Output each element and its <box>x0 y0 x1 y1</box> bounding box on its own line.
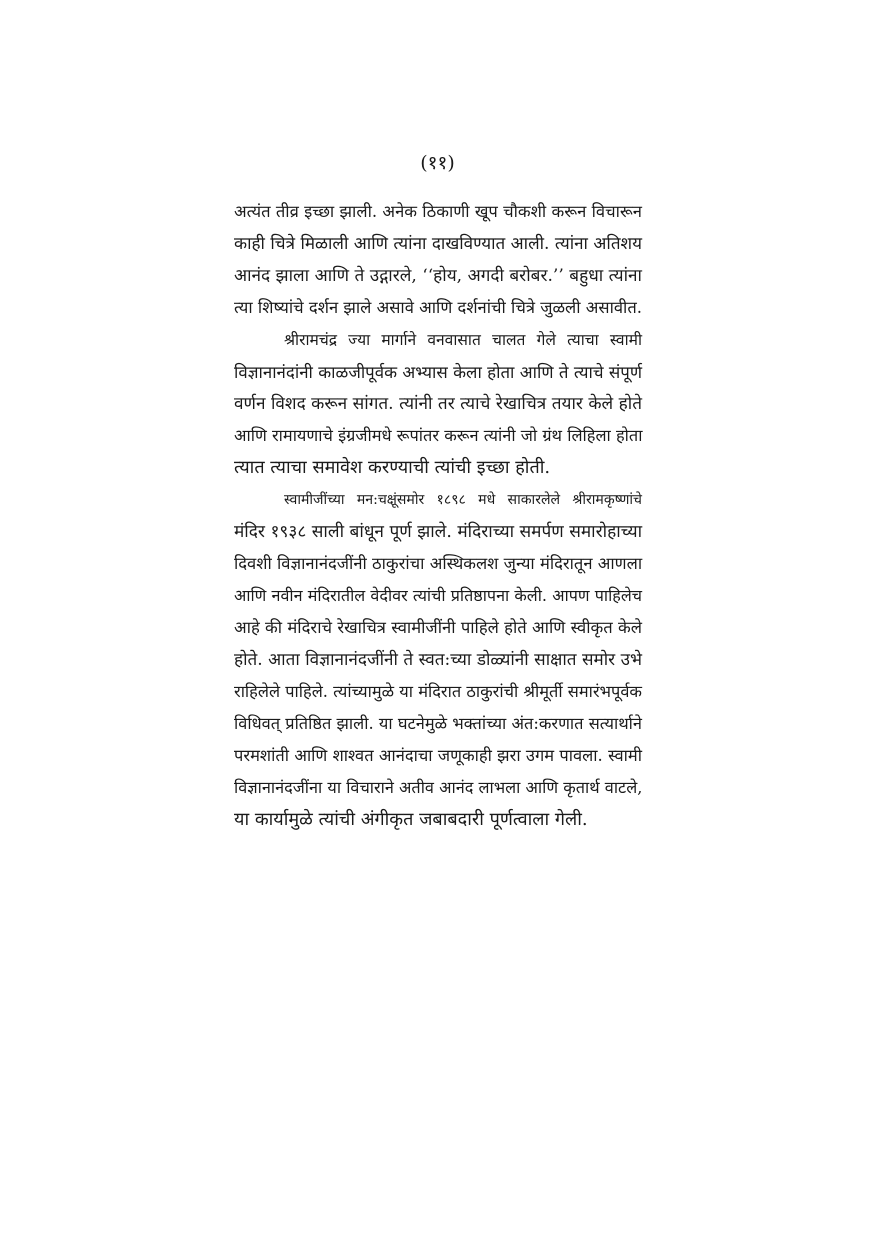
text-line: होते. आता विज्ञानानंदजींनी ते स्वत:च्या डोळ्यांनी साक्षात समोर उभे <box>234 650 642 670</box>
text-line: या कार्यामुळे त्यांची अंगीकृत जबाबदारी पूर्णत्वाला गेली. <box>234 809 588 830</box>
text-line: विज्ञानानंदजींना या विचाराने अतीव आनंद लाभला आणि कृतार्थ वाटले, <box>234 778 643 797</box>
page-number: (११) <box>420 152 455 174</box>
text-line: त्यात त्याचा समावेश करण्याची त्यांची इच्छा होती. <box>234 457 551 478</box>
body-text <box>234 196 642 836</box>
text-line: काही चित्रे मिळाली आणि त्यांना दाखविण्यात आली. त्यांना अतिशय <box>234 234 642 254</box>
text-line: श्रीरामचंद्र ज्या मार्गाने वनवासात चालत गेले त्याचा स्वामी <box>284 331 642 349</box>
text-line: मंदिर १९३८ साली बांधून पूर्ण झाले. मंदिराच्या समर्पण समारोहाच्या <box>234 522 643 542</box>
text-line: विधिवत् प्रतिष्ठित झाली. या घटनेमुळे भक्तांच्या अंत:करणात सत्यार्थाने <box>234 714 642 733</box>
paragraph-3 <box>234 484 642 836</box>
text-line: परमशांती आणि शाश्वत आनंदाचा जणूकाही झरा उगम पावला. स्वामी <box>234 746 642 765</box>
text-line: आहे की मंदिराचे रेखाचित्र स्वामीजींनी पाहिले होते आणि स्वीकृत केले <box>234 618 642 637</box>
paragraph-2 <box>234 324 642 484</box>
text-line: राहिलेले पाहिले. त्यांच्यामुळे या मंदिरात ठाकुरांची श्रीमूर्ती समारंभपूर्वक <box>234 682 643 701</box>
text-line: त्या शिष्यांचे दर्शन झाले असावे आणि दर्शनांची चित्रे जुळली असावीत. <box>234 298 643 317</box>
text-line: दिवशी विज्ञानानंदजींनी ठाकुरांचा अस्थिकलश जुन्या मंदिरातून आणला <box>234 554 643 573</box>
text-line: अत्यंत तीव्र इच्छा झाली. अनेक ठिकाणी खूप चौकशी करून विचारून <box>234 202 642 221</box>
text-line: वर्णन विशद करून सांगत. त्यांनी तर त्याचे रेखाचित्र तयार केले होते <box>234 394 642 414</box>
text-line: आणि नवीन मंदिरातील वेदीवर त्यांची प्रतिष्ठापना केली. आपण पाहिलेच <box>234 586 642 605</box>
text-line: आणि रामायणाचे इंग्रजीमधे रूपांतर करून त्यांनी जो ग्रंथ लिहिला होता <box>234 426 643 445</box>
paragraph-1 <box>234 196 642 324</box>
text-line: स्वामीजींच्या मन:चक्षूंसमोर १८९८ मधे साकारलेले श्रीरामकृष्णांचे <box>284 492 642 508</box>
text-line: आनंद झाला आणि ते उद्गारले, ‘‘होय, अगदी बरोबर.’’ बहुधा त्यांना <box>234 266 642 286</box>
text-line: विज्ञानानंदांनी काळजीपूर्वक अभ्यास केला होता आणि ते त्याचे संपूर्ण <box>234 362 642 382</box>
